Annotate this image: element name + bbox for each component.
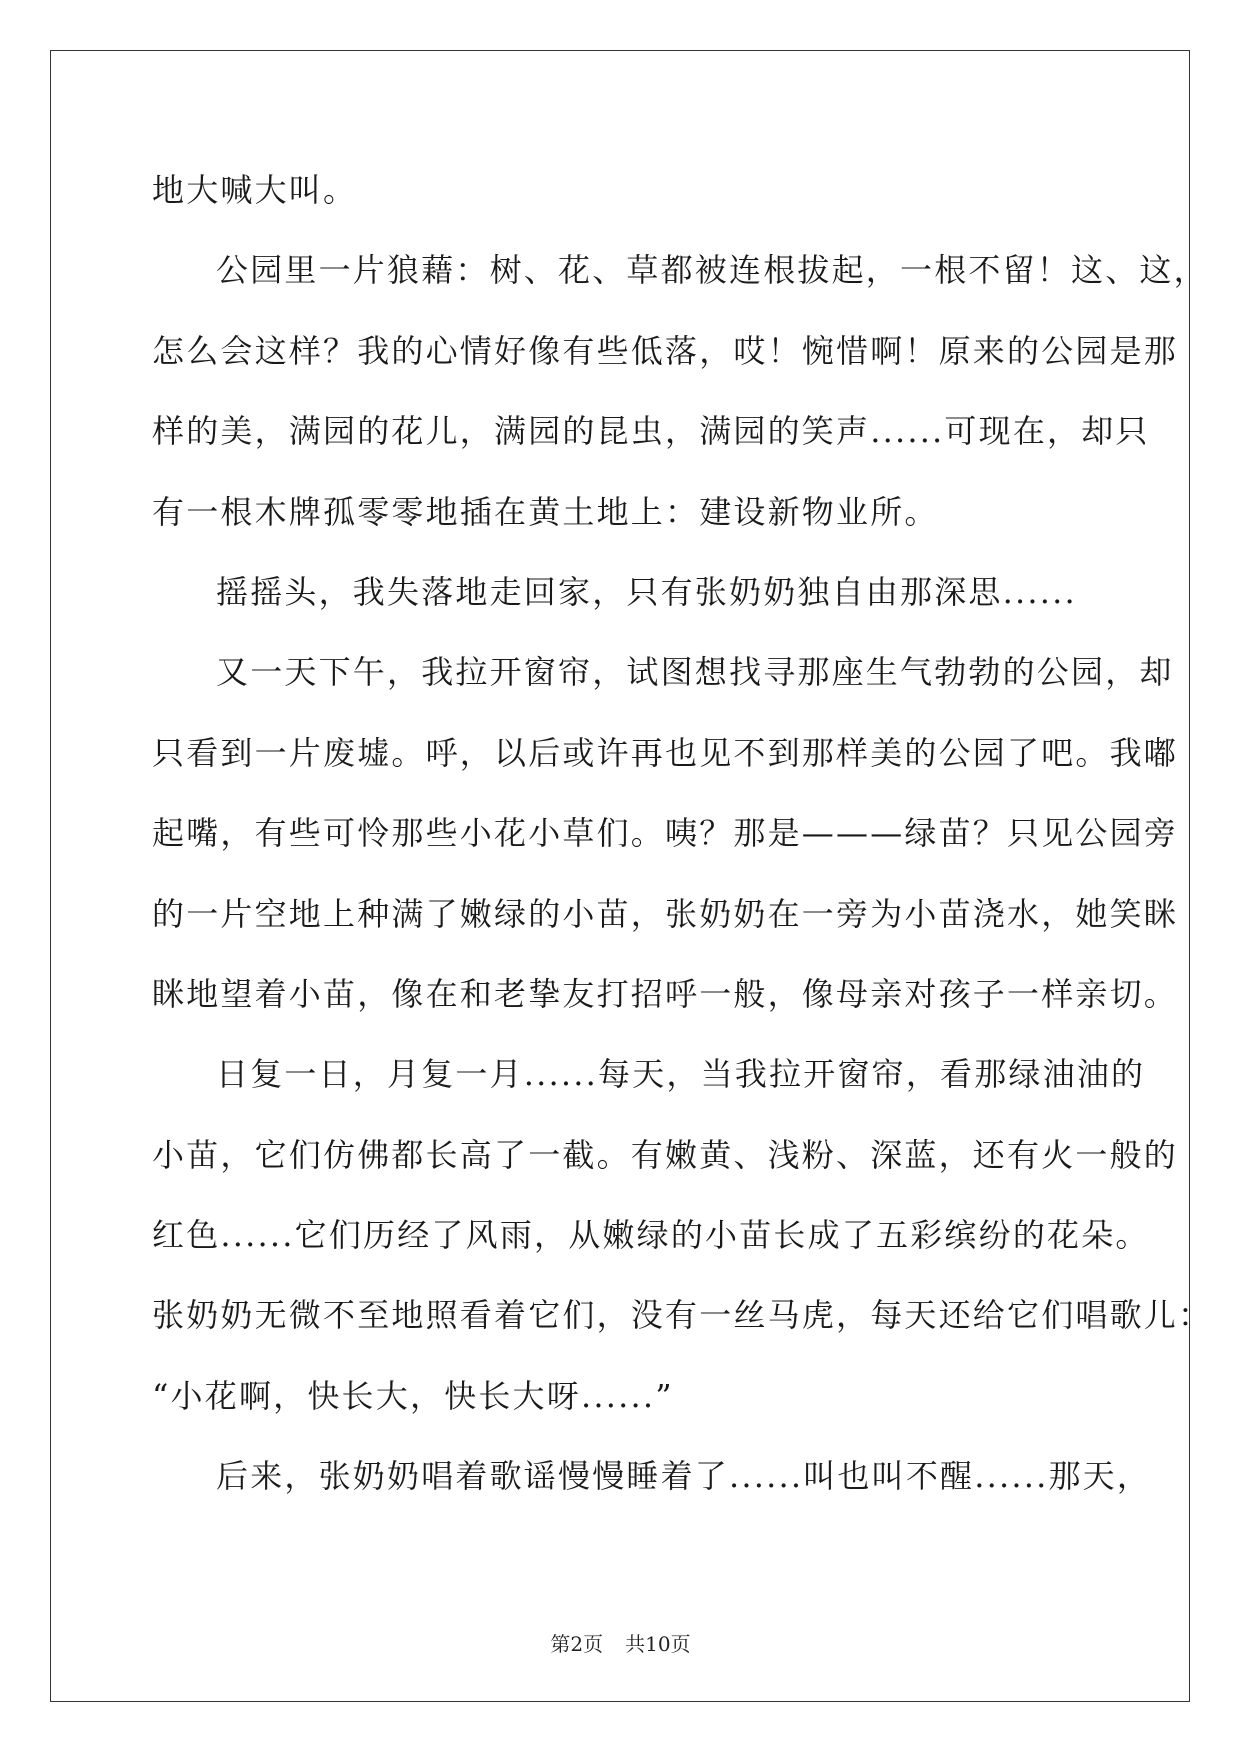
text-line-13: 小苗，它们仿佛都长高了一截。有嫩黄、浅粉、深蓝，还有火一般的 <box>152 1135 1179 1174</box>
page-number-total: 共10页 <box>625 1632 691 1656</box>
document-body <box>152 150 1213 1517</box>
text-line-4: 样的美，满园的花儿，满园的昆虫，满园的笑声......可现在，却只 <box>152 412 1150 451</box>
page-number-current: 第2页 <box>550 1632 604 1656</box>
text-line-1: 地大喊大叫。 <box>152 171 358 209</box>
text-line-10: 的一片空地上种满了嫩绿的小苗，张奶奶在一旁为小苗浇水，她笑眯 <box>152 894 1179 933</box>
text-line-5: 有一根木牌孤零零地插在黄土地上：建设新物业所。 <box>152 492 939 531</box>
text-line-2: 公园里一片狼藉：树、花、草都被连根拔起，一根不留！这、这， <box>216 251 1208 290</box>
text-line-12: 日复一日，月复一月......每天，当我拉开窗帘，看那绿油油的 <box>216 1055 1146 1094</box>
text-line-8: 只看到一片废墟。呼，以后或许再也见不到那样美的公园了吧。我嘟 <box>152 733 1179 772</box>
text-line-9: 起嘴，有些可怜那些小花小草们。咦？那是———绿苗？只见公园旁 <box>152 814 1179 853</box>
text-line-7: 又一天下午，我拉开窗帘，试图想找寻那座生气勃勃的公园，却 <box>216 653 1174 692</box>
text-line-14: 红色......它们历经了风雨，从嫩绿的小苗长成了五彩缤纷的花朵。 <box>152 1216 1150 1255</box>
text-line-17: 后来，张奶奶唱着歌谣慢慢睡着了......叫也叫不醒......那天， <box>216 1457 1152 1496</box>
text-line-15: 张奶奶无微不至地照看着它们，没有一丝马虎，每天还给它们唱歌儿： <box>152 1296 1213 1335</box>
text-line-16: “小花啊，快长大，快长大呀......” <box>152 1376 674 1415</box>
page-footer <box>0 1632 1241 1656</box>
text-line-6: 摇摇头，我失落地走回家，只有张奶奶独自由那深思...... <box>216 572 1077 611</box>
text-line-3: 怎么会这样？我的心情好像有些低落，哎！惋惜啊！原来的公园是那 <box>152 331 1179 370</box>
text-line-11: 眯地望着小苗，像在和老挚友打招呼一般，像母亲对孩子一样亲切。 <box>152 974 1179 1013</box>
